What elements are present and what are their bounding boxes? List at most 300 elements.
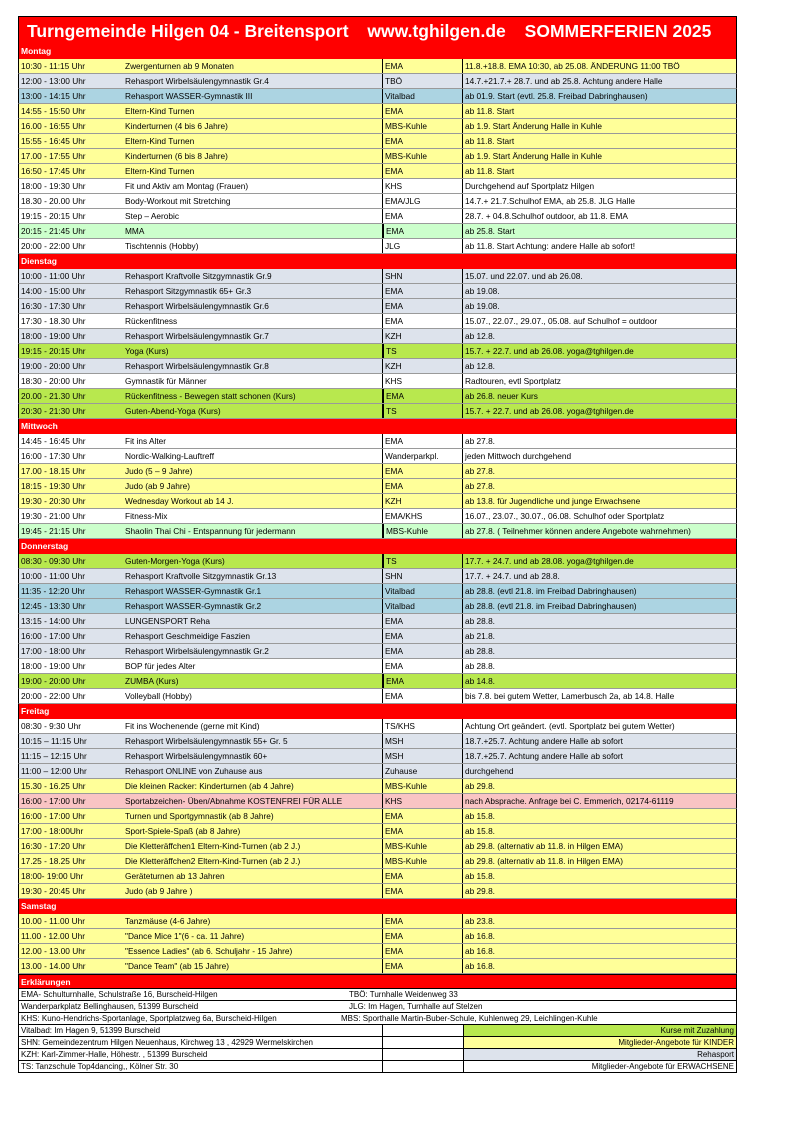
schedule-row xyxy=(18,494,737,509)
legend-entry xyxy=(382,1025,736,1036)
note-cell: ab 1.9. Start Änderung Halle in Kuhle xyxy=(462,119,736,133)
activity-cell: Fitness-Mix xyxy=(125,511,168,521)
schedule-row xyxy=(18,884,737,899)
time-cell: 16:00 - 17:00 Uhr xyxy=(21,796,86,806)
time-cell: 12:45 - 13:30 Uhr xyxy=(21,601,86,611)
explanation-left: KHS: Kuno-Hendrichs-Sportanlage, Sportplatzweg 6a, Burscheid-Hilgen xyxy=(21,1014,277,1023)
schedule-row xyxy=(18,629,737,644)
location-cell: SHN xyxy=(382,269,462,283)
activity-cell: Eltern-Kind Turnen xyxy=(125,166,195,176)
time-cell: 20:00 - 22:00 Uhr xyxy=(21,691,86,701)
explanation-right: JLG: Im Hagen, Turnhalle auf Stelzen xyxy=(349,1002,483,1011)
note-cell: ab 16.8. xyxy=(462,929,736,943)
note-cell: ab 1.9. Start Änderung Halle in Kuhle xyxy=(462,149,736,163)
time-cell: 16:30 - 17:20 Uhr xyxy=(21,841,86,851)
activity-cell: ZUMBA (Kurs) xyxy=(125,676,179,686)
schedule-row xyxy=(18,554,737,569)
note-cell: ab 13.8. für Jugendliche und junge Erwachsene xyxy=(462,494,736,508)
time-cell: 13:15 - 14:00 Uhr xyxy=(21,616,86,626)
note-cell: ab 28.8. (evtl 21.8. im Freibad Dabringhausen) xyxy=(462,599,736,613)
location-cell: EMA xyxy=(382,104,462,118)
activity-cell: Sportabzeichen- Üben/Abnahme KOSTENFREI FÜR ALLE xyxy=(125,796,343,806)
schedule-row xyxy=(18,599,737,614)
schedule-row xyxy=(18,674,737,689)
legend-spacer xyxy=(383,1037,464,1048)
activity-cell: Gymnastik für Männer xyxy=(125,376,207,386)
note-cell: 18.7.+25.7. Achtung andere Halle ab sofort xyxy=(462,734,736,748)
note-cell: ab 01.9. Start (evtl. 25.8. Freibad Dabringhausen) xyxy=(462,89,736,103)
location-cell: MBS-Kuhle xyxy=(382,524,462,538)
schedule-row xyxy=(18,74,737,89)
location-cell: KHS xyxy=(382,794,462,808)
activity-cell: Rehasport Wirbelsäulengymnastik 60+ xyxy=(125,751,268,761)
activity-cell: Rehasport Wirbelsäulengymnastik Gr.7 xyxy=(125,331,269,341)
location-cell: MBS-Kuhle xyxy=(382,854,462,868)
schedule-row xyxy=(18,374,737,389)
time-cell: 20:30 - 21:30 Uhr xyxy=(21,406,86,416)
schedule-row xyxy=(18,479,737,494)
activity-cell: Guten-Abend-Yoga (Kurs) xyxy=(125,406,221,416)
location-explanation: Vitalbad: Im Hagen 9, 51399 Burscheid xyxy=(21,1026,161,1035)
location-cell: EMA xyxy=(382,959,462,973)
activity-cell: Guten-Morgen-Yoga (Kurs) xyxy=(125,556,225,566)
note-cell: ab 16.8. xyxy=(462,959,736,973)
schedule-row xyxy=(18,194,737,209)
activity-cell: Kinderturnen (6 bis 8 Jahre) xyxy=(125,151,228,161)
note-cell: Radtouren, evtl Sportplatz xyxy=(462,374,736,388)
note-cell: ab 14.8. xyxy=(462,674,736,688)
note-cell: ab 27.8. xyxy=(462,479,736,493)
note-cell: ab 29.8. (alternativ ab 11.8. in Hilgen EMA) xyxy=(462,854,736,868)
activity-cell: Sport-Spiele-Spaß (ab 8 Jahre) xyxy=(125,826,241,836)
schedule-row xyxy=(18,59,737,74)
schedule-row xyxy=(18,719,737,734)
note-cell: ab 29.8. xyxy=(462,779,736,793)
schedule-row xyxy=(18,89,737,104)
time-cell: 18:00 - 19:00 Uhr xyxy=(21,331,86,341)
legend-entry xyxy=(382,1037,736,1048)
note-cell: Achtung Ort geändert. (evtl. Sportplatz bei gutem Wetter) xyxy=(462,719,736,733)
location-cell: EMA xyxy=(382,644,462,658)
schedule-row xyxy=(18,329,737,344)
time-cell: 19:15 - 20:15 Uhr xyxy=(21,211,86,221)
schedule-row xyxy=(18,869,737,884)
activity-cell: Tischtennis (Hobby) xyxy=(125,241,199,251)
schedule-row xyxy=(18,224,737,239)
location-cell: EMA xyxy=(382,689,462,703)
time-cell: 12:00 - 13:00 Uhr xyxy=(21,76,86,86)
time-cell: 14:00 - 15:00 Uhr xyxy=(21,286,86,296)
location-cell: TS xyxy=(382,404,462,418)
schedule-row xyxy=(18,284,737,299)
time-cell: 20:00 - 22:00 Uhr xyxy=(21,241,86,251)
time-cell: 10:00 - 11:00 Uhr xyxy=(21,571,85,581)
location-cell: EMA xyxy=(382,809,462,823)
time-cell: 15:55 - 16:45 Uhr xyxy=(21,136,86,146)
activity-cell: "Dance Team" (ab 15 Jahre) xyxy=(125,961,229,971)
note-cell: ab 25.8. Start xyxy=(462,224,736,238)
location-cell: EMA xyxy=(382,629,462,643)
note-cell: ab 27.8. xyxy=(462,464,736,478)
note-cell: ab 19.08. xyxy=(462,299,736,313)
schedule-row xyxy=(18,209,737,224)
note-cell: ab 11.8. Start xyxy=(462,164,736,178)
schedule-row xyxy=(18,644,737,659)
legend-label: Mitglieder-Angebote für ERWACHSENE xyxy=(591,1062,734,1071)
time-cell: 20:15 - 21:45 Uhr xyxy=(21,226,86,236)
activity-cell: MMA xyxy=(125,226,145,236)
note-cell: durchgehend xyxy=(462,764,736,778)
location-cell: EMA xyxy=(382,869,462,883)
legend-label: Mitglieder-Angebote für KINDER xyxy=(618,1038,734,1047)
legend-label: Kurse mit Zuzahlung xyxy=(660,1026,734,1035)
explanations-title: Erklärungen xyxy=(18,974,737,989)
schedule-sheet xyxy=(18,16,737,1073)
explanation-line xyxy=(18,989,737,1001)
location-cell: EMA xyxy=(382,464,462,478)
note-cell: ab 16.8. xyxy=(462,944,736,958)
schedule-row xyxy=(18,824,737,839)
location-cell: MSH xyxy=(382,749,462,763)
time-cell: 13.00 - 14.00 Uhr xyxy=(21,961,86,971)
website-link[interactable]: www.tghilgen.de xyxy=(367,21,506,41)
explanation-left: EMA- Schulturnhalle, Schulstraße 16, Burscheid-Hilgen xyxy=(21,990,218,999)
legend-line xyxy=(18,1061,737,1073)
club-title: Turngemeinde Hilgen 04 - Breitensport xyxy=(27,21,349,41)
schedule-row xyxy=(18,659,737,674)
activity-cell: Judo (ab 9 Jahre ) xyxy=(125,886,193,896)
schedule-row xyxy=(18,839,737,854)
location-cell: KZH xyxy=(382,329,462,343)
schedule-row xyxy=(18,149,737,164)
legend-line xyxy=(18,1025,737,1037)
location-cell: KZH xyxy=(382,359,462,373)
time-cell: 15.30 - 16.25 Uhr xyxy=(21,781,86,791)
note-cell: ab 29.8. (alternativ ab 11.8. in Hilgen EMA) xyxy=(462,839,736,853)
activity-cell: Rehasport Wirbelsäulengymnastik Gr.2 xyxy=(125,646,269,656)
activity-cell: "Dance Mice 1"(6 - ca. 11 Jahre) xyxy=(125,931,245,941)
note-cell: ab 12.8. xyxy=(462,329,736,343)
schedule-row xyxy=(18,404,737,419)
activity-cell: Step – Aerobic xyxy=(125,211,179,221)
location-cell: EMA xyxy=(382,659,462,673)
location-cell: EMA xyxy=(382,299,462,313)
time-cell: 16:00 - 17:00 Uhr xyxy=(21,631,86,641)
schedule-row xyxy=(18,524,737,539)
activity-cell: Nordic-Walking-Lauftreff xyxy=(125,451,214,461)
time-cell: 19:30 - 21:00 Uhr xyxy=(21,511,86,521)
activity-cell: Rückenfitness xyxy=(125,316,178,326)
schedule-row xyxy=(18,794,737,809)
note-cell: 18.7.+25.7. Achtung andere Halle ab sofort xyxy=(462,749,736,763)
note-cell: 15.07., 22.07., 29.07., 05.08. auf Schulhof = outdoor xyxy=(462,314,736,328)
location-cell: MBS-Kuhle xyxy=(382,149,462,163)
activity-cell: Rehasport WASSER-Gymnastik Gr.1 xyxy=(125,586,262,596)
legend-line xyxy=(18,1037,737,1049)
note-cell: ab 29.8. xyxy=(462,884,736,898)
time-cell: 20.00 - 21.30 Uhr xyxy=(21,391,86,401)
activity-cell: Rehasport Wirbelsäulengymnastik Gr.8 xyxy=(125,361,269,371)
activity-cell: Wednesday Workout ab 14 J. xyxy=(125,496,234,506)
location-cell: EMA xyxy=(382,434,462,448)
note-cell: Durchgehend auf Sportplatz Hilgen xyxy=(462,179,736,193)
time-cell: 08:30 - 09:30 Uhr xyxy=(21,556,86,566)
location-cell: EMA xyxy=(382,884,462,898)
time-cell: 18:15 - 19:30 Uhr xyxy=(21,481,86,491)
location-cell: Vitalbad xyxy=(382,584,462,598)
time-cell: 13:00 - 14:15 Uhr xyxy=(21,91,86,101)
location-cell: EMA xyxy=(382,944,462,958)
location-cell: TBÖ xyxy=(382,74,462,88)
season-title: SOMMERFERIEN 2025 xyxy=(524,21,712,41)
time-cell: 19:00 - 20:00 Uhr xyxy=(21,676,86,686)
location-cell: EMA xyxy=(382,929,462,943)
note-cell: ab 28.8. xyxy=(462,644,736,658)
location-cell: Wanderparkpl. xyxy=(382,449,462,463)
activity-cell: Zwergenturnen ab 9 Monaten xyxy=(125,61,234,71)
note-cell: 14.7.+21.7.+ 28.7. und ab 25.8. Achtung andere Halle xyxy=(462,74,736,88)
activity-cell: Rehasport ONLINE von Zuhause aus xyxy=(125,766,263,776)
activity-cell: Tanzmäuse (4-6 Jahre) xyxy=(125,916,211,926)
location-cell: EMA xyxy=(382,824,462,838)
schedule-row xyxy=(18,764,737,779)
legend-line xyxy=(18,1049,737,1061)
activity-cell: BOP für jedes Alter xyxy=(125,661,196,671)
location-cell: TS/KHS xyxy=(382,719,462,733)
explanation-line xyxy=(18,1001,737,1013)
time-cell: 10.00 - 11.00 Uhr xyxy=(21,916,85,926)
time-cell: 18:00 - 19:00 Uhr xyxy=(21,661,86,671)
activity-cell: LUNGENSPORT Reha xyxy=(125,616,210,626)
note-cell: ab 12.8. xyxy=(462,359,736,373)
page-header xyxy=(18,16,737,44)
time-cell: 17.25 - 18.25 Uhr xyxy=(21,856,86,866)
schedule-row xyxy=(18,389,737,404)
legend-label: Rehasport xyxy=(697,1050,734,1059)
activity-cell: Rehasport Kraftvolle Sitzgymnastik Gr.13 xyxy=(125,571,277,581)
legend-spacer xyxy=(383,1049,464,1060)
location-cell: EMA xyxy=(382,674,462,688)
explanation-right: TBÖ: Turnhalle Weidenweg 33 xyxy=(349,990,458,999)
activity-cell: Rehasport Sitzgymnastik 65+ Gr.3 xyxy=(125,286,252,296)
location-cell: MBS-Kuhle xyxy=(382,119,462,133)
location-cell: MBS-Kuhle xyxy=(382,779,462,793)
location-explanation: SHN: Gemeindezentrum Hilgen Neuenhaus, Kirchweg 13 , 42929 Wermelskirchen xyxy=(21,1038,313,1047)
activity-cell: Turnen und Sportgymnastik (ab 8 Jahre) xyxy=(125,811,274,821)
schedule-row xyxy=(18,779,737,794)
activity-cell: Geräteturnen ab 13 Jahren xyxy=(125,871,225,881)
location-explanation: KZH: Karl-Zimmer-Halle, Höhestr. , 51399 Burscheid xyxy=(21,1050,208,1059)
location-cell: KZH xyxy=(382,494,462,508)
time-cell: 11:15 – 12:15 Uhr xyxy=(21,751,87,761)
time-cell: 08:30 - 9:30 Uhr xyxy=(21,721,81,731)
day-header-mittwoch: Mittwoch xyxy=(18,419,737,434)
schedule-row xyxy=(18,314,737,329)
activity-cell: Rückenfitness - Bewegen statt schonen (Kurs) xyxy=(125,391,296,401)
activity-cell: Rehasport Wirbelsäulengymnastik Gr.6 xyxy=(125,301,269,311)
location-cell: EMA xyxy=(382,614,462,628)
time-cell: 19:30 - 20:30 Uhr xyxy=(21,496,86,506)
note-cell: ab 11.8. Start Achtung: andere Halle ab sofort! xyxy=(462,239,736,253)
time-cell: 19:45 - 21:15 Uhr xyxy=(21,526,86,536)
legend-spacer xyxy=(383,1061,464,1072)
schedule-row xyxy=(18,509,737,524)
note-cell: 15.7. + 22.7. und ab 26.08. yoga@tghilgen.de xyxy=(462,404,736,418)
schedule-row xyxy=(18,449,737,464)
note-cell: 15.7. + 22.7. und ab 26.08. yoga@tghilgen.de xyxy=(462,344,736,358)
time-cell: 10:00 - 11:00 Uhr xyxy=(21,271,85,281)
time-cell: 19:15 - 20:15 Uhr xyxy=(21,346,86,356)
time-cell: 11:00 – 12:00 Uhr xyxy=(21,766,87,776)
location-cell: EMA xyxy=(382,209,462,223)
schedule-row xyxy=(18,239,737,254)
note-cell: ab 11.8. Start xyxy=(462,134,736,148)
location-cell: MSH xyxy=(382,734,462,748)
location-explanation: TS: Tanzschule Top4dancing,, Kölner Str. 30 xyxy=(21,1062,179,1071)
time-cell: 16:00 - 17:30 Uhr xyxy=(21,451,86,461)
activity-cell: Rehasport Wirbelsäulengymnastik Gr.4 xyxy=(125,76,269,86)
activity-cell: Fit ins Wochenende (gerne mit Kind) xyxy=(125,721,260,731)
schedule-row xyxy=(18,569,737,584)
schedule-row xyxy=(18,914,737,929)
location-cell: EMA xyxy=(382,914,462,928)
time-cell: 16.00 - 16:55 Uhr xyxy=(21,121,86,131)
schedule-row xyxy=(18,584,737,599)
time-cell: 19:00 - 20:00 Uhr xyxy=(21,361,86,371)
location-cell: EMA xyxy=(382,134,462,148)
activity-cell: Rehasport WASSER-Gymnastik Gr.2 xyxy=(125,601,262,611)
location-cell: EMA xyxy=(382,164,462,178)
day-header-samstag: Samstag xyxy=(18,899,737,914)
note-cell: ab 15.8. xyxy=(462,824,736,838)
location-cell: EMA xyxy=(382,389,462,403)
location-cell: Vitalbad xyxy=(382,89,462,103)
day-header-dienstag: Dienstag xyxy=(18,254,737,269)
explanations-section xyxy=(18,974,737,1073)
explanation-right: MBS: Sporthalle Martin-Buber-Schule, Kuhlenweg 29, Leichlingen-Kuhle xyxy=(341,1014,598,1023)
activity-cell: Kinderturnen (4 bis 6 Jahre) xyxy=(125,121,228,131)
location-cell: KHS xyxy=(382,179,462,193)
note-cell: ab 27.8. ( Teilnehmer können andere Angebote wahrnehmen) xyxy=(462,524,736,538)
time-cell: 14:55 - 15:50 Uhr xyxy=(21,106,86,116)
time-cell: 19:30 - 20:45 Uhr xyxy=(21,886,86,896)
time-cell: 16:50 - 17:45 Uhr xyxy=(21,166,86,176)
schedule-row xyxy=(18,464,737,479)
location-cell: TS xyxy=(382,344,462,358)
schedule-row xyxy=(18,689,737,704)
schedule-row xyxy=(18,734,737,749)
activity-cell: Rehasport Wirbelsäulengymnastik 55+ Gr. 5 xyxy=(125,736,288,746)
schedule-row xyxy=(18,179,737,194)
note-cell: nach Absprache. Anfrage bei C. Emmerich, 02174-61119 xyxy=(462,794,736,808)
location-cell: KHS xyxy=(382,374,462,388)
time-cell: 18.30 - 20.00 Uhr xyxy=(21,196,86,206)
location-cell: Vitalbad xyxy=(382,599,462,613)
schedule-row xyxy=(18,344,737,359)
schedule-row xyxy=(18,299,737,314)
schedule-row xyxy=(18,929,737,944)
legend-entry xyxy=(382,1049,736,1060)
note-cell: 14.7.+ 21.7.Schulhof EMA, ab 25.8. JLG Halle xyxy=(462,194,736,208)
activity-cell: Rehasport Geschmeidige Faszien xyxy=(125,631,250,641)
location-cell: Zuhause xyxy=(382,764,462,778)
time-cell: 14:45 - 16:45 Uhr xyxy=(21,436,86,446)
note-cell: ab 15.8. xyxy=(462,869,736,883)
schedule-row xyxy=(18,614,737,629)
location-cell: EMA xyxy=(382,479,462,493)
schedule-row xyxy=(18,854,737,869)
location-cell: MBS-Kuhle xyxy=(382,839,462,853)
activity-cell: Eltern-Kind Turnen xyxy=(125,106,195,116)
schedule-row xyxy=(18,959,737,974)
activity-cell: Judo (5 – 9 Jahre) xyxy=(125,466,193,476)
time-cell: 11.00 - 12.00 Uhr xyxy=(21,931,85,941)
activity-cell: Fit ins Alter xyxy=(125,436,167,446)
day-header-freitag: Freitag xyxy=(18,704,737,719)
time-cell: 12.00 - 13.00 Uhr xyxy=(21,946,86,956)
schedule-row xyxy=(18,134,737,149)
time-cell: 16:00 - 17:00 Uhr xyxy=(21,811,86,821)
activity-cell: "Essence Ladies" (ab 6. Schuljahr - 15 Jahre) xyxy=(125,946,293,956)
time-cell: 18:00 - 19:30 Uhr xyxy=(21,181,86,191)
location-cell: JLG xyxy=(382,239,462,253)
location-cell: EMA xyxy=(382,59,462,73)
legend-spacer xyxy=(383,1025,464,1036)
note-cell: 16.07., 23.07., 30.07., 06.08. Schulhof oder Sportplatz xyxy=(462,509,736,523)
location-cell: EMA/JLG xyxy=(382,194,462,208)
time-cell: 17:00 - 18:00Uhr xyxy=(21,826,84,836)
activity-cell: Die Kletteräffchen1 Eltern-Kind-Turnen (ab 2 J.) xyxy=(125,841,301,851)
note-cell: 17.7. + 24.7. und ab 28.8. xyxy=(462,569,736,583)
time-cell: 16:30 - 17:30 Uhr xyxy=(21,301,86,311)
day-header-donnerstag: Donnerstag xyxy=(18,539,737,554)
activity-cell: Rehasport WASSER-Gymnastik III xyxy=(125,91,253,101)
schedule-row xyxy=(18,104,737,119)
note-cell: ab 28.8. (evtl 21.8. im Freibad Dabringhausen) xyxy=(462,584,736,598)
note-cell: jeden Mittwoch durchgehend xyxy=(462,449,736,463)
note-cell: ab 27.8. xyxy=(462,434,736,448)
time-cell: 18:00- 19:00 Uhr xyxy=(21,871,84,881)
schedule-row xyxy=(18,944,737,959)
schedule-row xyxy=(18,809,737,824)
note-cell: bis 7.8. bei gutem Wetter, Lamerbusch 2a, ab 14.8. Halle xyxy=(462,689,736,703)
day-header-montag: Montag xyxy=(18,44,737,59)
explanation-line xyxy=(18,1013,737,1025)
explanation-left: Wanderparkplatz Bellinghausen, 51399 Burscheid xyxy=(21,1002,199,1011)
time-cell: 10:30 - 11:15 Uhr xyxy=(21,61,85,71)
activity-cell: Shaolin Thai Chi - Entspannung für jedermann xyxy=(125,526,296,536)
note-cell: ab 26.8. neuer Kurs xyxy=(462,389,736,403)
activity-cell: Eltern-Kind Turnen xyxy=(125,136,195,146)
note-cell: ab 23.8. xyxy=(462,914,736,928)
note-cell: ab 11.8. Start xyxy=(462,104,736,118)
schedule-body xyxy=(18,44,737,974)
legend-entry xyxy=(382,1061,736,1072)
schedule-row xyxy=(18,119,737,134)
schedule-row xyxy=(18,269,737,284)
note-cell: ab 15.8. xyxy=(462,809,736,823)
schedule-row xyxy=(18,164,737,179)
time-cell: 10:15 – 11:15 Uhr xyxy=(21,736,87,746)
activity-cell: Fit und Aktiv am Montag (Frauen) xyxy=(125,181,249,191)
note-cell: 15.07. und 22.07. und ab 26.08. xyxy=(462,269,736,283)
activity-cell: Yoga (Kurs) xyxy=(125,346,169,356)
activity-cell: Die kleinen Racker: Kinderturnen (ab 4 Jahre) xyxy=(125,781,294,791)
location-cell: TS xyxy=(382,554,462,568)
schedule-row xyxy=(18,434,737,449)
note-cell: 17.7. + 24.7. und ab 28.08. yoga@tghilgen.de xyxy=(462,554,736,568)
note-cell: ab 28.8. xyxy=(462,614,736,628)
